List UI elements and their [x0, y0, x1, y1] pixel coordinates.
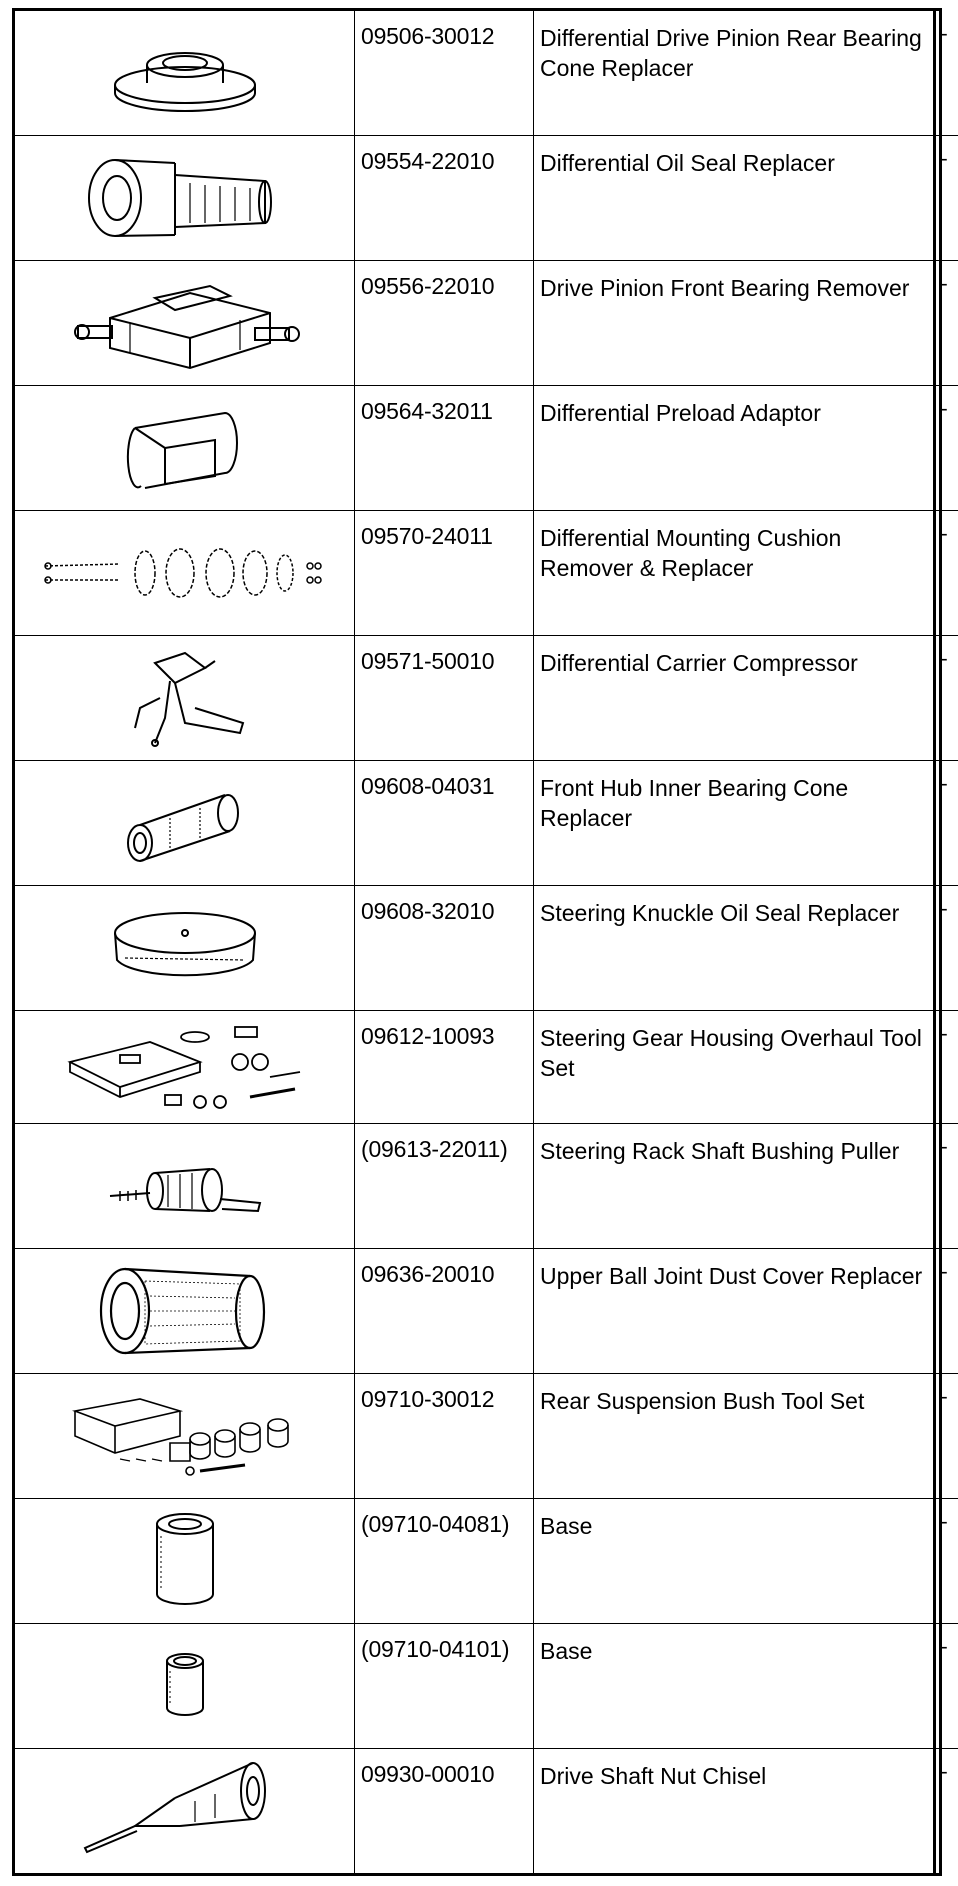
- empty-mark: -: [935, 1248, 958, 1373]
- tool-image-cell: [15, 136, 355, 261]
- special-tools-table: [15, 11, 958, 1873]
- table-row: [15, 636, 958, 761]
- empty-mark: -: [935, 11, 958, 136]
- oil-seal-replacer-icon: [65, 143, 305, 253]
- tool-name: Drive Shaft Nut Chisel: [534, 1748, 935, 1873]
- suspension-bush-tool-set-icon: [70, 1391, 300, 1481]
- tool-name: Base: [534, 1498, 935, 1623]
- preload-adaptor-icon: [105, 398, 265, 498]
- tool-image-cell: [15, 1498, 355, 1623]
- tool-image-cell: [15, 1748, 355, 1873]
- part-number: 09506-30012: [355, 11, 534, 136]
- tool-name: Differential Mounting Cushion Remover & Replacer: [534, 511, 935, 636]
- table-row: [15, 1248, 958, 1373]
- special-tools-sheet: [12, 8, 948, 1876]
- part-number: 09571-50010: [355, 636, 534, 761]
- part-number: (09710-04081): [355, 1498, 534, 1623]
- table-row: [15, 1011, 958, 1124]
- tool-name: Steering Rack Shaft Bushing Puller: [534, 1123, 935, 1248]
- tool-name: Rear Suspension Bush Tool Set: [534, 1373, 935, 1498]
- base-large-icon: [135, 1506, 235, 1616]
- tool-image-cell: [15, 1623, 355, 1748]
- bushing-puller-icon: [100, 1141, 270, 1231]
- bearing-remover-icon: [70, 268, 300, 378]
- part-number: 09710-30012: [355, 1373, 534, 1498]
- table-row: [15, 886, 958, 1011]
- empty-mark: -: [935, 136, 958, 261]
- gear-housing-tool-set-icon: [60, 1017, 310, 1117]
- nut-chisel-icon: [75, 1756, 295, 1866]
- tool-name: Upper Ball Joint Dust Cover Replacer: [534, 1248, 935, 1373]
- part-number: (09613-22011): [355, 1123, 534, 1248]
- part-number: 09570-24011: [355, 511, 534, 636]
- table-row: [15, 761, 958, 886]
- tool-image-cell: [15, 1123, 355, 1248]
- part-number: 09564-32011: [355, 386, 534, 511]
- empty-mark: -: [935, 1498, 958, 1623]
- empty-mark: -: [935, 1011, 958, 1124]
- tool-image-cell: [15, 1011, 355, 1124]
- part-number: (09710-04101): [355, 1623, 534, 1748]
- tool-name: Front Hub Inner Bearing Cone Replacer: [534, 761, 935, 886]
- tool-image-cell: [15, 11, 355, 136]
- empty-mark: -: [935, 636, 958, 761]
- tool-image-cell: [15, 511, 355, 636]
- table-row: [15, 386, 958, 511]
- tool-name: Differential Carrier Compressor: [534, 636, 935, 761]
- knuckle-seal-replacer-icon: [95, 898, 275, 998]
- tool-name: Differential Preload Adaptor: [534, 386, 935, 511]
- part-number: 09556-22010: [355, 261, 534, 386]
- bearing-cone-replacer-icon: [85, 23, 285, 123]
- empty-mark: -: [935, 886, 958, 1011]
- part-number: 09636-20010: [355, 1248, 534, 1373]
- table-row: [15, 1623, 958, 1748]
- tool-image-cell: [15, 1248, 355, 1373]
- tool-image-cell: [15, 636, 355, 761]
- table-row: [15, 1123, 958, 1248]
- part-number: 09608-04031: [355, 761, 534, 886]
- tool-image-cell: [15, 1373, 355, 1498]
- tool-image-cell: [15, 761, 355, 886]
- empty-mark: -: [935, 386, 958, 511]
- empty-mark: -: [935, 1373, 958, 1498]
- empty-mark: -: [935, 1123, 958, 1248]
- empty-mark: -: [935, 1623, 958, 1748]
- table-row: [15, 1373, 958, 1498]
- table-row: [15, 136, 958, 261]
- tool-name: Drive Pinion Front Bearing Remover: [534, 261, 935, 386]
- part-number: 09930-00010: [355, 1748, 534, 1873]
- empty-mark: -: [935, 761, 958, 886]
- tool-image-cell: [15, 386, 355, 511]
- part-number: 09612-10093: [355, 1011, 534, 1124]
- tool-name: Differential Drive Pinion Rear Bearing Cone Replacer: [534, 11, 935, 136]
- hub-bearing-replacer-icon: [110, 773, 260, 873]
- table-row: [15, 511, 958, 636]
- table-row: [15, 11, 958, 136]
- part-number: 09554-22010: [355, 136, 534, 261]
- tool-name: Differential Oil Seal Replacer: [534, 136, 935, 261]
- mounting-cushion-tool-icon: [40, 538, 330, 608]
- carrier-compressor-icon: [115, 643, 255, 753]
- dust-cover-replacer-icon: [90, 1256, 280, 1366]
- tool-name: Base: [534, 1623, 935, 1748]
- tool-name: Steering Knuckle Oil Seal Replacer: [534, 886, 935, 1011]
- base-small-icon: [155, 1646, 215, 1726]
- tool-name: Steering Gear Housing Overhaul Tool Set: [534, 1011, 935, 1124]
- empty-mark: -: [935, 261, 958, 386]
- table-row: [15, 1748, 958, 1873]
- table-row: [15, 261, 958, 386]
- empty-mark: -: [935, 511, 958, 636]
- tool-image-cell: [15, 886, 355, 1011]
- table-row: [15, 1498, 958, 1623]
- empty-mark: -: [935, 1748, 958, 1873]
- part-number: 09608-32010: [355, 886, 534, 1011]
- tool-image-cell: [15, 261, 355, 386]
